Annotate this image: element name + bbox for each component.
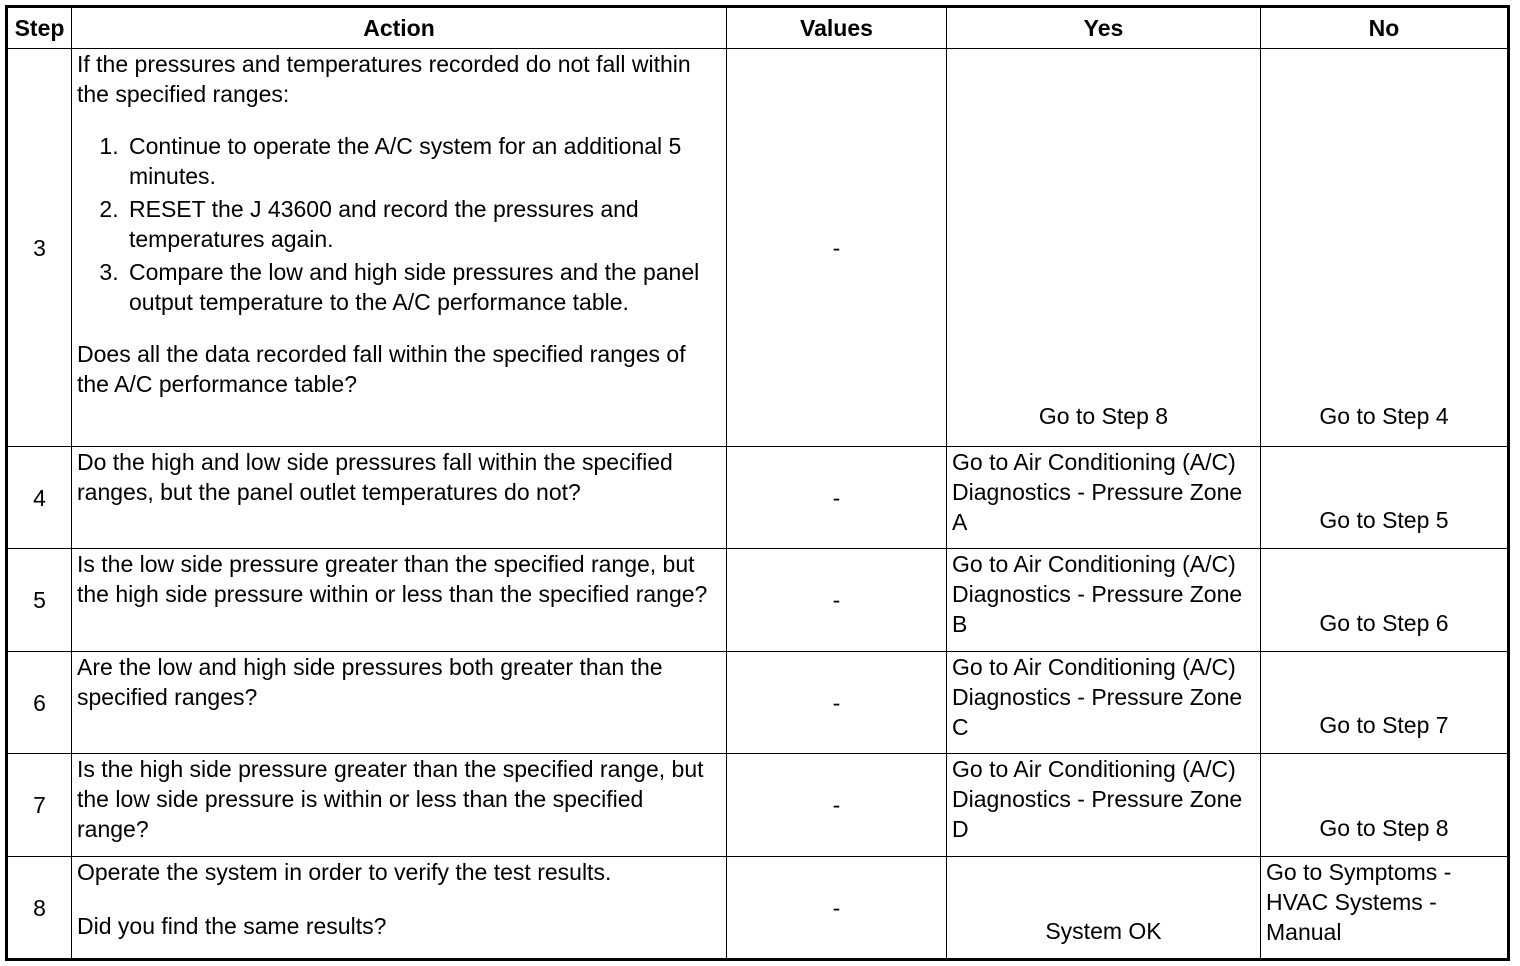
- action-steps-list: [77, 131, 721, 317]
- table-row: [7, 652, 1509, 754]
- yes-cell: Go to Air Conditioning (A/C) Diagnostics - Pressure Zone C: [947, 652, 1261, 754]
- header-action: Action: [72, 7, 727, 49]
- header-yes: Yes: [947, 7, 1261, 49]
- header-no: No: [1261, 7, 1509, 49]
- action-cell: Is the high side pressure greater than the specified range, but the low side pressure is within or less than the specified range?: [72, 754, 727, 857]
- action-cell: [72, 49, 727, 447]
- yes-result: System OK: [1045, 918, 1162, 944]
- no-cell: Go to Symptoms - HVAC Systems - Manual: [1261, 857, 1509, 960]
- table-row: [7, 754, 1509, 857]
- no-cell: [1261, 652, 1509, 754]
- no-cell: [1261, 49, 1509, 447]
- table-row: [7, 447, 1509, 549]
- list-item: 2. RESET the J 43600 and record the pressures and temperatures again.: [125, 194, 721, 254]
- values-cell: -: [727, 549, 947, 652]
- action-cell: Are the low and high side pressures both greater than the specified ranges?: [72, 652, 727, 754]
- header-step: Step: [7, 7, 72, 49]
- values-cell: -: [727, 447, 947, 549]
- list-item: 1. Continue to operate the A/C system for an additional 5 minutes.: [125, 131, 721, 191]
- action-question: Does all the data recorded fall within the specified ranges of the A/C performance table?: [77, 341, 686, 397]
- no-result: Go to Step 4: [1319, 403, 1449, 429]
- no-cell: [1261, 754, 1509, 857]
- step-number: 5: [7, 549, 72, 652]
- action-intro: Operate the system in order to verify the test results.: [77, 859, 612, 885]
- step-number: 4: [7, 447, 72, 549]
- table-row: [7, 549, 1509, 652]
- yes-result: Go to Step 8: [1038, 403, 1169, 429]
- step-number: 6: [7, 652, 72, 754]
- no-result: Go to Step 8: [1319, 815, 1449, 841]
- no-cell: [1261, 549, 1509, 652]
- values-cell: -: [727, 49, 947, 447]
- action-intro: If the pressures and temperatures recorded do not fall within the specified ranges:: [77, 51, 691, 107]
- table-row: [7, 49, 1509, 447]
- diagnostic-table: [5, 5, 1510, 961]
- no-cell: [1261, 447, 1509, 549]
- list-item: 3. Compare the low and high side pressures and the panel output temperature to the A/C performance table.: [125, 257, 721, 317]
- values-cell: -: [727, 857, 947, 960]
- header-row: [7, 7, 1509, 49]
- no-result: Go to Step 5: [1319, 507, 1449, 533]
- header-values: Values: [727, 7, 947, 49]
- yes-cell: Go to Air Conditioning (A/C) Diagnostics - Pressure Zone B: [947, 549, 1261, 652]
- yes-cell: Go to Air Conditioning (A/C) Diagnostics - Pressure Zone D: [947, 754, 1261, 857]
- action-cell: [72, 857, 727, 960]
- no-result: Go to Step 6: [1319, 610, 1449, 636]
- yes-cell: Go to Air Conditioning (A/C) Diagnostics - Pressure Zone A: [947, 447, 1261, 549]
- step-number: 8: [7, 857, 72, 960]
- step-number: 3: [7, 49, 72, 447]
- action-cell: Is the low side pressure greater than the specified range, but the high side pressure within or less than the specified range?: [72, 549, 727, 652]
- action-cell: Do the high and low side pressures fall within the specified ranges, but the panel outlet temperatures do not?: [72, 447, 727, 549]
- no-result: Go to Step 7: [1319, 712, 1449, 738]
- table-row: [7, 857, 1509, 960]
- values-cell: -: [727, 754, 947, 857]
- values-cell: -: [727, 652, 947, 754]
- step-number: 7: [7, 754, 72, 857]
- yes-cell: [947, 49, 1261, 447]
- yes-cell: [947, 857, 1261, 960]
- action-question: Did you find the same results?: [77, 913, 387, 939]
